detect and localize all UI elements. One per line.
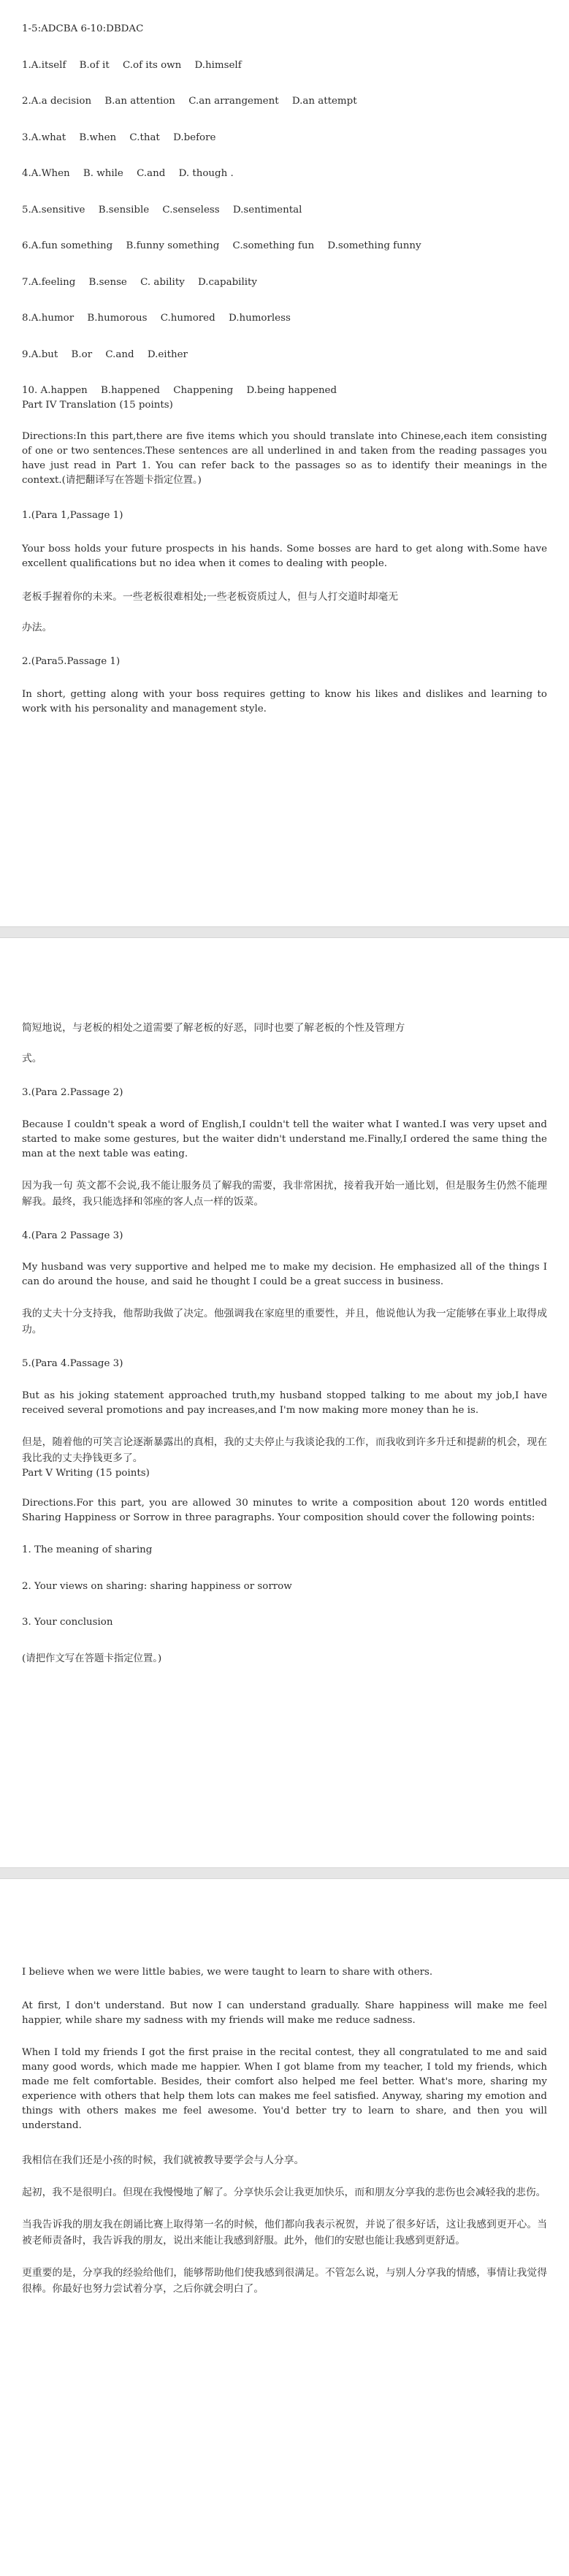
essay-paragraph-3: When I told my friends I got the first praise in the recital contest, they all congratulated to me and said many good words, which made me happier. When I got blame from my teacher, I told my friends, which made me felt comfortable. Besides, their comfort also helped me feel better. What's more, sharing my experience with others that help them lots can makes me feel satisfied. Anyway, sharing my emotion and things with others makes me feel awesome. You'd better try to learn to share, and then you will understand. [22,2047,547,2131]
document-page-2 [0,938,569,1867]
item-5-english: But as his joking statement approached truth,my husband stopped talking to me about my job,I have received several promotions and pay increases,and I'm now making more money than he is. [22,1390,547,1416]
page-separator [0,926,569,938]
item-4-english: My husband was very supportive and helped me to make my decision. He emphasized all of the things I can do around the house, and said he thought I could be a great success in business. [22,1262,547,1287]
item-5-label: 5.(Para 4.Passage 3) [22,1358,123,1369]
item-3-english: Because I couldn't speak a word of English,I couldn't tell the waiter what I wanted.I was very upset and started to make some gestures, but the waiter didn't understand me.Finally,I ordered the same thing the man at the next table was eating. [22,1119,547,1159]
item-2-english: In short, getting along with your boss requires getting to know his likes and dislikes and learning to work with his personality and management style. [22,689,547,715]
item-2-chinese: 简短地说，与老板的相处之道需要了解老板的好恶，同时也要了解老板的个性及管理方 式。 [22,1022,405,1064]
question-1-options: 1.A.itself B.of it C.of its own D.himself [22,59,242,71]
item-3-label: 3.(Para 2.Passage 2) [22,1087,123,1098]
question-6-options: 6.A.fun something B.funny something C.something fun D.something funny [22,240,421,251]
question-2-options: 2.A.a decision B.an attention C.an arrangement D.an attempt [22,96,357,107]
question-5-options: 5.A.sensitive B.sensible C.senseless D.sentimental [22,204,302,216]
answer-key-line: 1-5:ADCBA 6-10:DBDAC [22,23,144,34]
essay-chinese-paragraph-1: 我相信在我们还是小孩的时候，我们就被教导要学会与人分享。 [22,2154,305,2166]
writing-point-1: 1. The meaning of sharing [22,1544,153,1555]
question-7-options: 7.A.feeling B.sense C. ability D.capability [22,276,257,288]
question-8-options: 8.A.humor B.humorous C.humored D.humorless [22,313,291,324]
page-separator [0,1867,569,1879]
writing-point-2: 2. Your views on sharing: sharing happiness or sorrow [22,1580,292,1592]
translation-directions: Directions:In this part,there are five items which you should translate into Chinese,each item consisting of one or two sentences.These sentences are all underlined in and taken from the reading passages you have just read in Part 1. You can refer back to the passages so as to identify their meanings in the context.(请把翻译写在答题卡指定位置。) [22,431,547,486]
question-10-options: 10. A.happen B.happened Chappening D.being happened [22,385,337,396]
document-page-1 [0,0,569,926]
item-1-english: Your boss holds your future prospects in his hands. Some bosses are hard to get along with.Some have excellent qualifications but no idea when it comes to dealing with people. [22,543,547,569]
writing-note: (请把作文写在答题卡指定位置。) [22,1653,162,1664]
essay-chinese-paragraph-2: 起初，我不是很明白。但现在我慢慢地了解了。分享快乐会让我更加快乐，而和朋友分享我的悲伤也会减轻我的悲伤。 [22,2187,546,2198]
question-4-options: 4.A.When B. while C.and D. though . [22,168,234,179]
essay-paragraph-1: I believe when we were little babies, we were taught to learn to share with others. [22,1967,433,1978]
item-4-chinese: 我的丈夫十分支持我，他帮助我做了决定。他强调我在家庭里的重要性，并且，他说他认为我一定能够在事业上取得成功。 [22,1308,547,1335]
part-5-heading: Part V Writing (15 points) [22,1467,150,1479]
item-2-label: 2.(Para5.Passage 1) [22,655,121,667]
part-4-heading: Part IV Translation (15 points) [22,399,173,411]
writing-point-3: 3. Your conclusion [22,1617,113,1628]
item-3-chinese: 因为我一句 英文都不会说,我不能让服务员了解我的需要，我非常困扰，接着我开始一通比划，但是服务生仍然不能理解我。最终，我只能选择和邻座的客人点一样的饭菜。 [22,1179,547,1208]
question-3-options: 3.A.what B.when C.that D.before [22,132,216,143]
document-page-3 [0,1879,569,2576]
item-4-label: 4.(Para 2 Passage 3) [22,1230,123,1241]
essay-chinese-paragraph-3: 当我告诉我的朋友我在朗诵比赛上取得第一名的时候，他们都向我表示祝贺，并说了很多好话，这让我感到更开心。当被老师责备时，我告诉我的朋友，说出来能让我感到舒服。此外，他们的安慰也能让我感到更舒适。 [22,2219,547,2247]
essay-paragraph-2: At first, I don't understand. But now I can understand gradually. Share happiness will make me feel happier, while share my sadness with my friends will make me reduce sadness. [22,2000,547,2026]
item-5-chinese: 但是，随着他的可笑言论逐渐暴露出的真相，我的丈夫停止与我谈论我的工作，而我收到许多升迁和提薪的机会，现在我比我的丈夫挣钱更多了。 [22,1436,547,1464]
essay-chinese-paragraph-4: 更重要的是，分享我的经验给他们，能够帮助他们使我感到很满足。不管怎么说，与别人分享我的情感，事情让我觉得很棒。你最好也努力尝试着分享，之后你就会明白了。 [22,2267,547,2295]
writing-directions: Directions.For this part, you are allowed 30 minutes to write a composition about 120 words entitled Sharing Happiness or Sorrow in three paragraphs. Your composition should cover the following points: [22,1498,547,1523]
question-9-options: 9.A.but B.or C.and D.either [22,348,188,360]
item-1-label: 1.(Para 1,Passage 1) [22,510,123,521]
item-1-chinese: 老板手握着你的未来。一些老板很难相处;一些老板资质过人，但与人打交道时却毫无 办法。 [22,590,399,633]
